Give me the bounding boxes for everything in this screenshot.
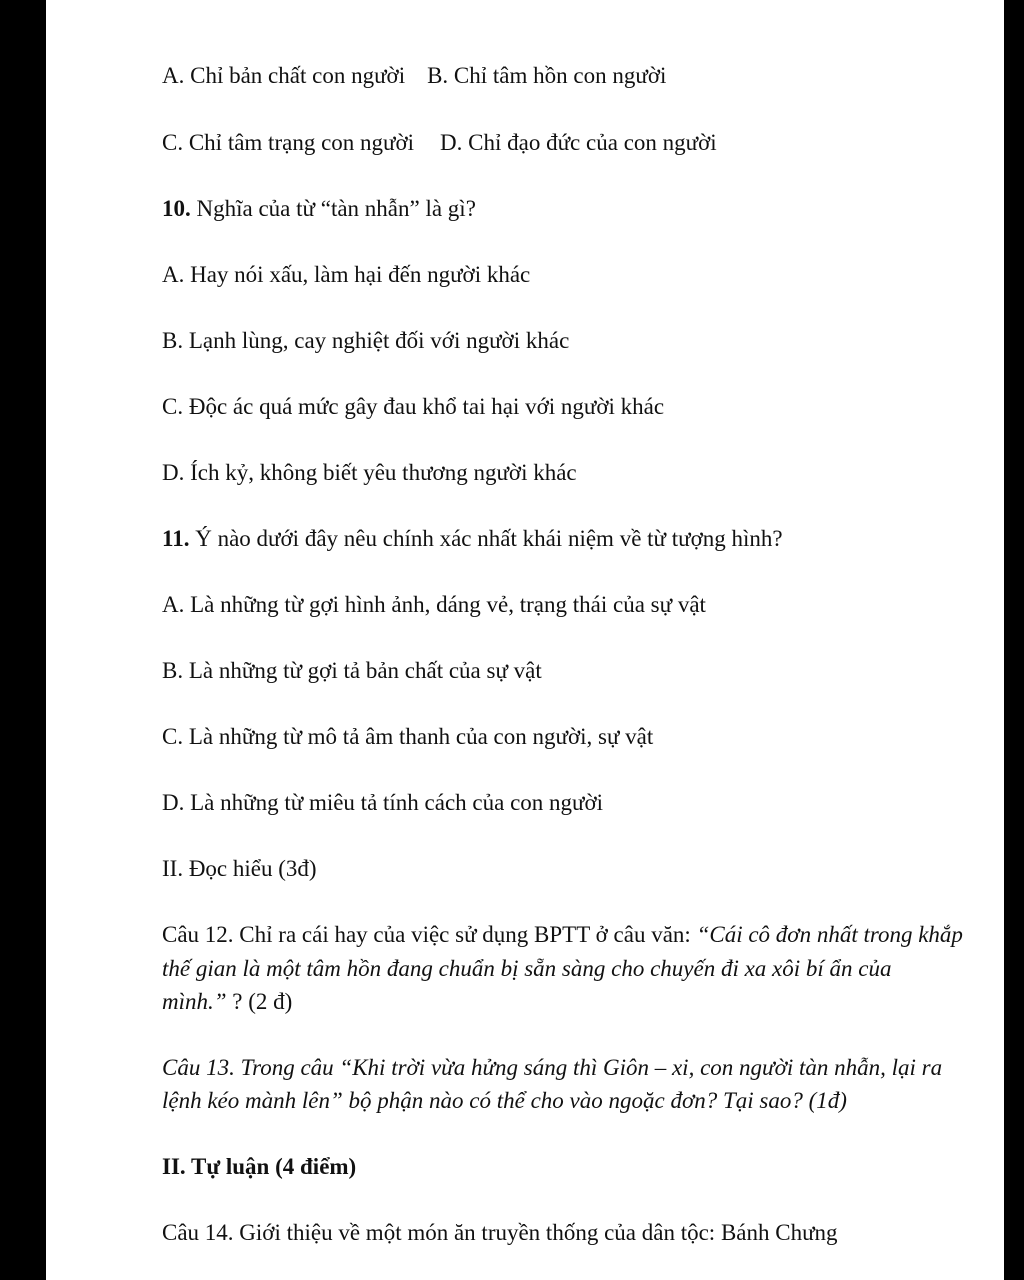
q10-number: 10. bbox=[162, 196, 191, 221]
q13-line-1 bbox=[162, 1051, 942, 1085]
q9-option-a: A. Chỉ bản chất con người bbox=[162, 63, 406, 88]
q10-text: Nghĩa của từ “tàn nhẫn” là gì? bbox=[190, 196, 476, 221]
q12-line-1 bbox=[162, 918, 963, 952]
q12-quote-line-2: thế gian là một tâm hồn đang chuẩn bị sẵn sàng cho chuyến đi xa xôi bí ẩn của bbox=[162, 956, 892, 981]
q10-option-a: A. Hay nói xấu, làm hại đến người khác bbox=[162, 262, 531, 287]
section-reading-heading: II. Đọc hiểu (3đ) bbox=[162, 856, 317, 881]
q9-options-ab bbox=[162, 59, 666, 93]
section-essay-title: II. Tự luận (4 điểm) bbox=[162, 1154, 357, 1179]
q11-number: 11. bbox=[162, 526, 190, 551]
q10-option-c: C. Độc ác quá mức gây đau khổ tai hại với người khác bbox=[162, 394, 665, 419]
q11-option-d: D. Là những từ miêu tả tính cách của con người bbox=[162, 790, 604, 815]
q9-option-b: B. Chỉ tâm hồn con người bbox=[427, 63, 667, 88]
q14-question: Câu 14. Giới thiệu về một món ăn truyền thống của dân tộc: Bánh Chưng bbox=[162, 1220, 838, 1245]
q11-option-b: B. Là những từ gợi tả bản chất của sự vật bbox=[162, 658, 542, 683]
q13-text-line-2: lệnh kéo mành lên” bộ phận nào có thể cho vào ngoặc đơn? Tại sao? (1đ) bbox=[162, 1088, 847, 1113]
q9-options-cd bbox=[162, 126, 717, 160]
q13-line-2 bbox=[162, 1084, 847, 1118]
document-page bbox=[46, 0, 1004, 1280]
q12-suffix: ? (2 đ) bbox=[226, 989, 293, 1014]
q11-question bbox=[162, 522, 783, 556]
q10-option-d: D. Ích kỷ, không biết yêu thương người khác bbox=[162, 460, 577, 485]
q11-option-a: A. Là những từ gợi hình ảnh, dáng vẻ, trạng thái của sự vật bbox=[162, 592, 706, 617]
q10-option-b: B. Lạnh lùng, cay nghiệt đối với người khác bbox=[162, 328, 570, 353]
q13-text-line-1: Câu 13. Trong câu “Khi trời vừa hửng sáng thì Giôn – xi, con người tàn nhẫn, lại ra bbox=[162, 1055, 943, 1080]
q12-line-3 bbox=[162, 985, 292, 1019]
q9-option-c: C. Chỉ tâm trạng con người bbox=[162, 130, 415, 155]
q12-prefix: Câu 12. Chỉ ra cái hay của việc sử dụng BPTT ở câu văn: bbox=[162, 922, 697, 947]
q12-quote-line-3: mình.” bbox=[162, 989, 227, 1014]
q11-option-c: C. Là những từ mô tả âm thanh của con người, sự vật bbox=[162, 724, 654, 749]
q11-text: Ý nào dưới đây nêu chính xác nhất khái niệm về từ tượng hình? bbox=[189, 526, 783, 551]
section-essay-heading bbox=[162, 1150, 356, 1184]
q12-line-2 bbox=[162, 952, 892, 986]
q9-option-d: D. Chỉ đạo đức của con người bbox=[440, 130, 717, 155]
q12-quote-line-1: “Cái cô đơn nhất trong khắp bbox=[696, 922, 963, 947]
q10-question bbox=[162, 192, 476, 226]
